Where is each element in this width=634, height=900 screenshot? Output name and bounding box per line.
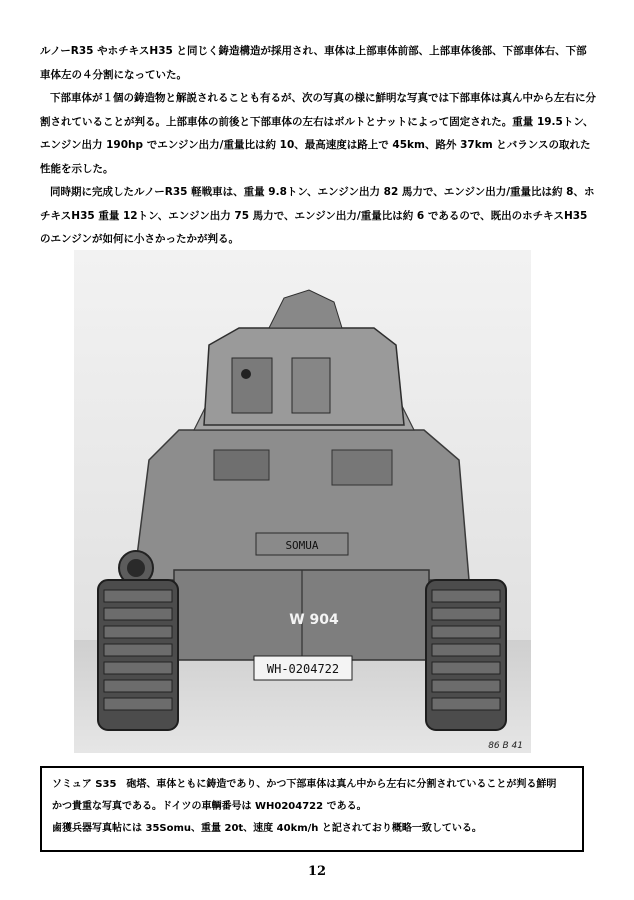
caption-line: ソミュア S35 砲塔、車体ともに鋳造であり、かつ下部車体は真ん中から左右に分割されていることが判る鮮明 bbox=[52, 779, 557, 790]
plate-number: WH-0204722 bbox=[266, 662, 340, 676]
caption-line: 鹵獲兵器写真帖には 35Somu、重量 20t、速度 40km/h と記されており概略一致している。 bbox=[52, 823, 482, 834]
tank-illustration bbox=[74, 250, 531, 753]
exhaust-outlet bbox=[127, 559, 145, 577]
caption-line: かつ貴重な写真である。ドイツの車輌番号は WH0204722 である。 bbox=[52, 801, 367, 812]
photo-serial: 86 B 41 bbox=[488, 741, 523, 751]
turret-rear-plate bbox=[292, 358, 330, 413]
page-number: 12 bbox=[307, 864, 327, 879]
caption-box bbox=[40, 766, 584, 852]
right-track bbox=[426, 580, 506, 730]
body-paragraph: 同時期に完成したルノーR35 軽戦車は、重量 9.8トン、エンジン出力 82 馬力で、エンジン出力/重量比は約 8、ホチキスH35 重量 12トン、エンジン出力 75 馬力で、エンジン出力/重量比は約 6 であるので、既出のホチキスH35 のエンジンが如何に小さかったかが判る。 bbox=[40, 186, 595, 245]
hull-number: W 904 bbox=[289, 612, 339, 628]
engine-hatch bbox=[214, 450, 269, 480]
body-paragraph: ルノーR35 やホチキスH35 と同じく鋳造構造が採用され、車体は上部車体前部、上部車体後部、下部車体右、下部車体左の４分割になっていた。 bbox=[40, 45, 587, 81]
upper-hull bbox=[134, 430, 469, 580]
left-track bbox=[98, 580, 178, 730]
body-paragraph: 下部車体が１個の鋳造物と解説されることも有るが、次の写真の様に鮮明な写真では下部車体は真ん中から左右に分割されていることが判る。上部車体の前後と下部車体の左右はボルトとナットによって固定された。重量 19.5トン、エンジン出力 190hp でエンジン出力/重量比は約 10、最高速度は路上で 45km、路外 37km とバランスの取れた性能を示した。 bbox=[40, 92, 596, 175]
tank-photo bbox=[74, 250, 531, 753]
turret-rear-plate bbox=[232, 358, 272, 413]
body-text bbox=[40, 40, 596, 252]
engine-hatch bbox=[332, 450, 392, 485]
hull-marking: SOMUA bbox=[285, 539, 319, 552]
pistol-port bbox=[241, 369, 251, 379]
